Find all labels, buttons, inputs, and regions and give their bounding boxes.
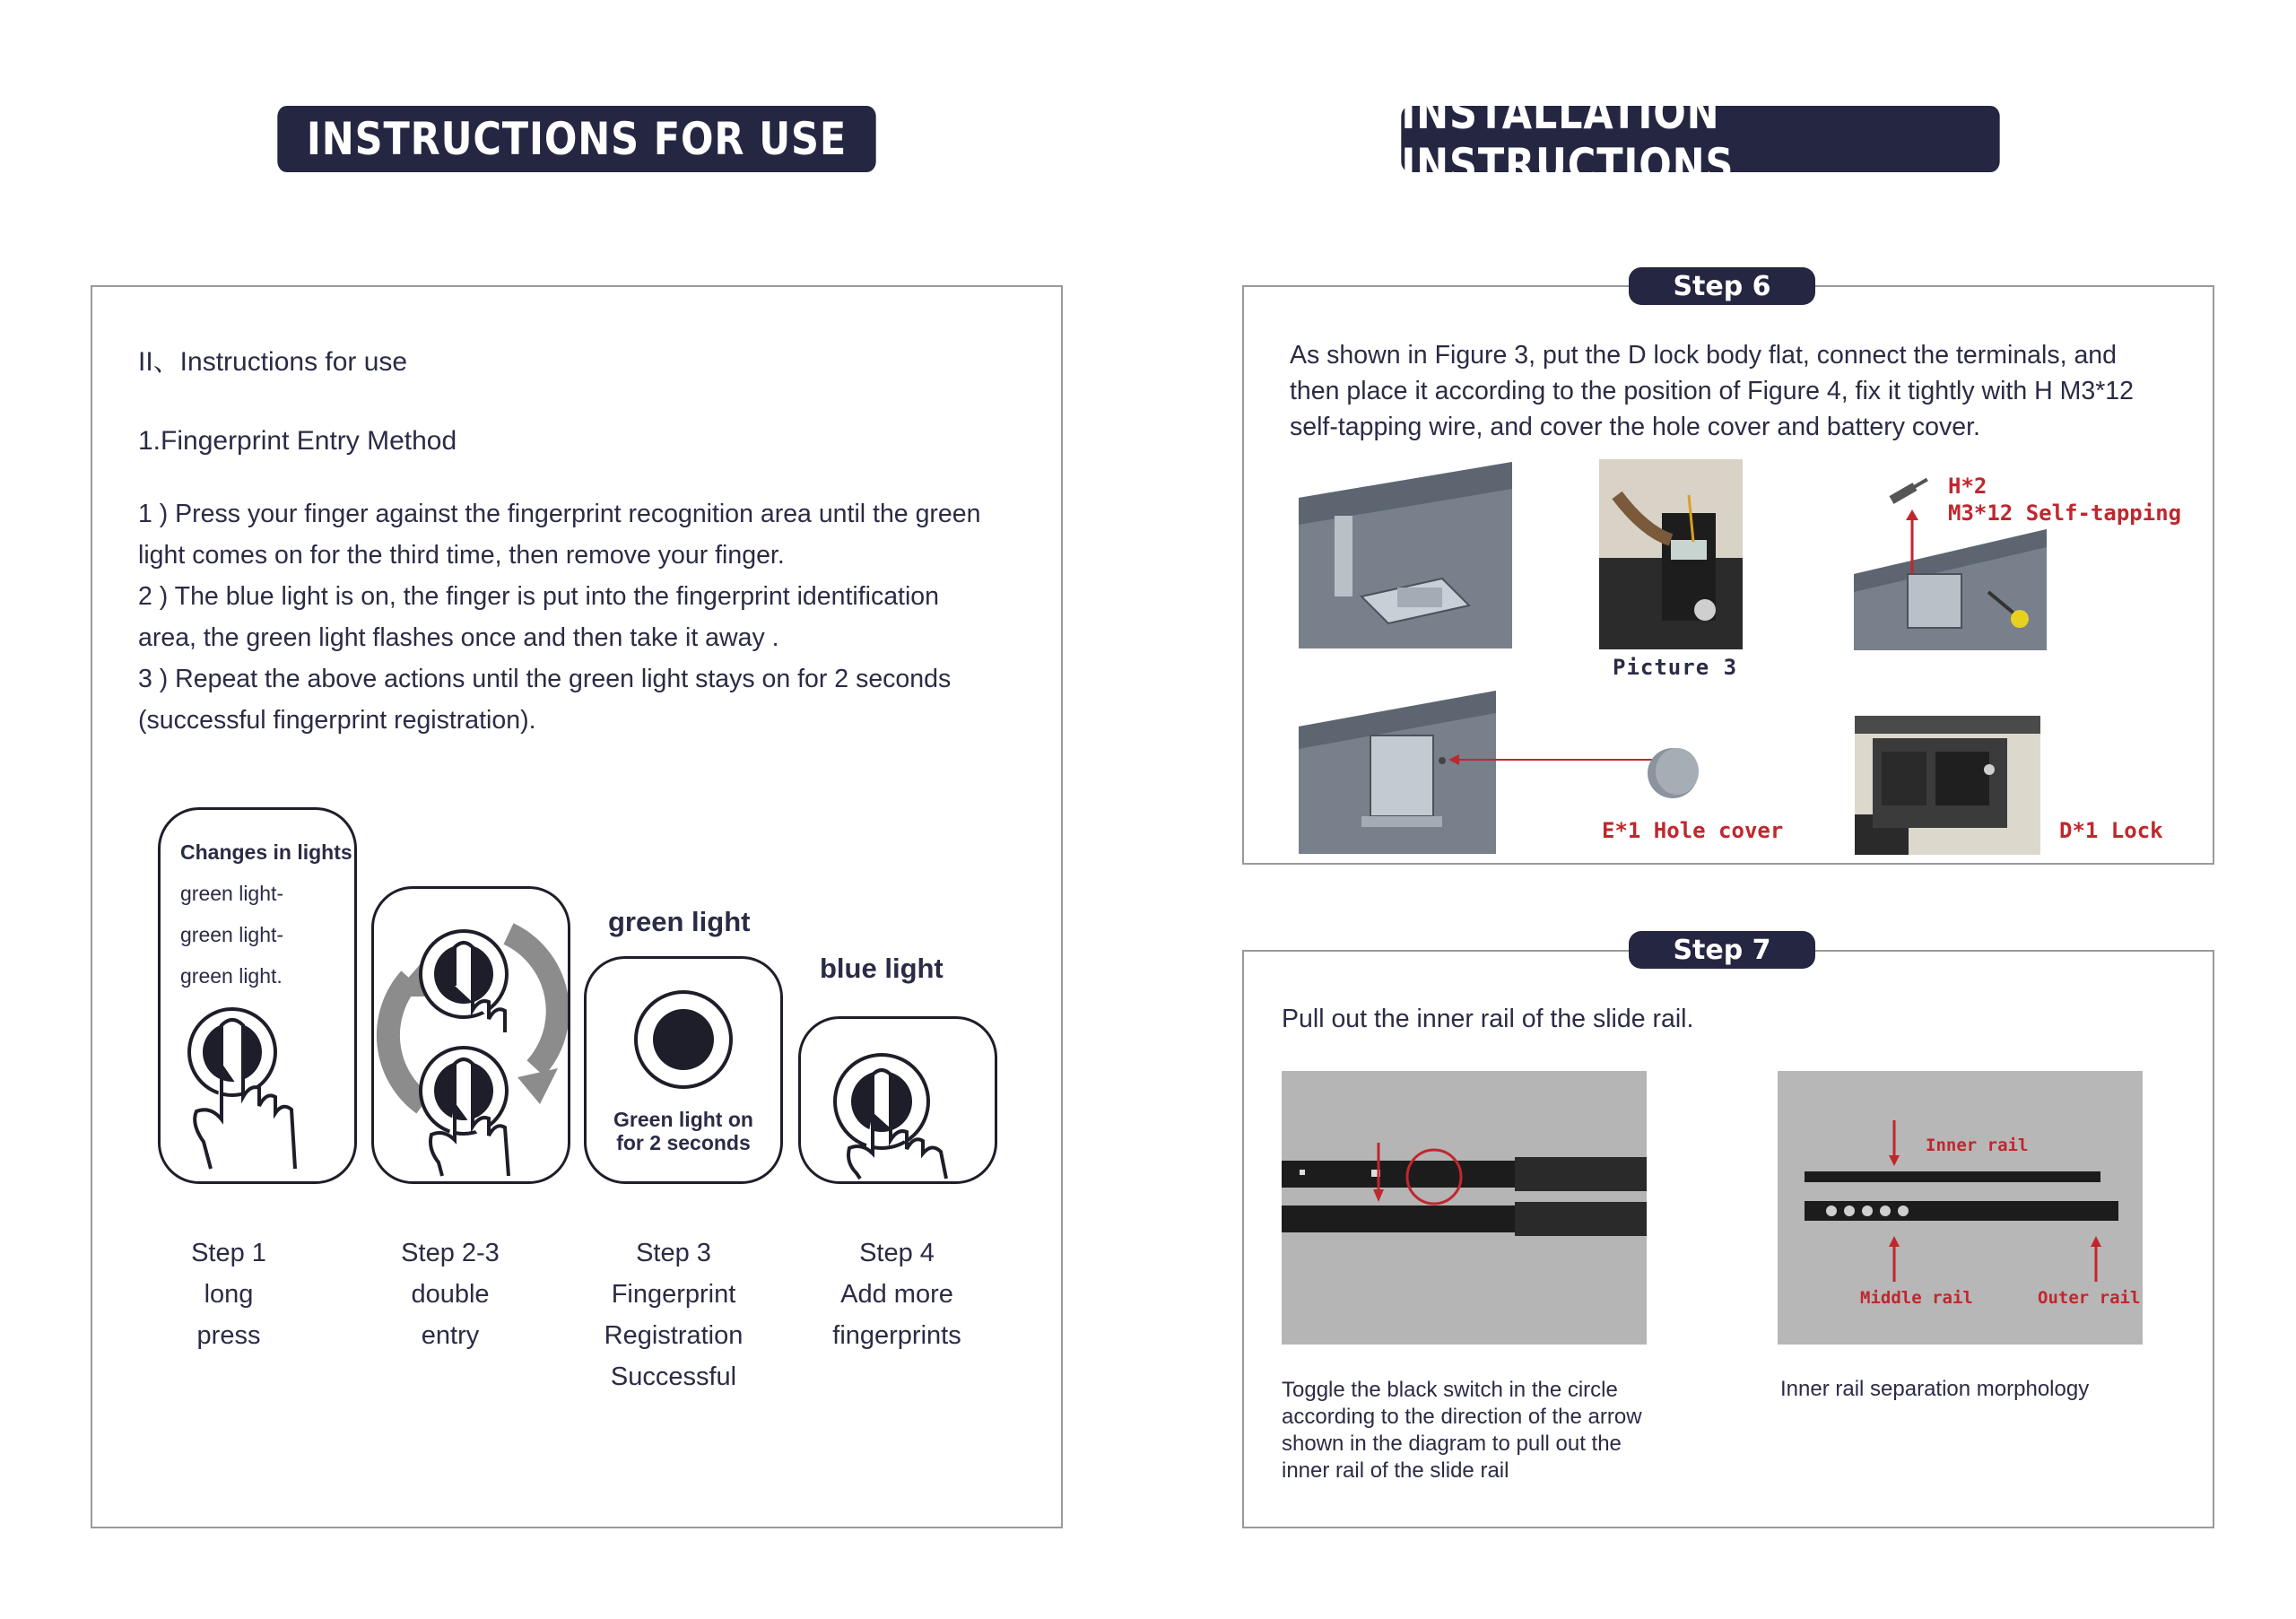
- finger-press-icon: [161, 998, 354, 1178]
- caption-line: inner rail of the slide rail: [1282, 1458, 1509, 1483]
- step-line: long: [204, 1280, 254, 1309]
- lock-closeup-illustration: [1855, 716, 2040, 855]
- screw-label-h2: H*2: [1948, 474, 1987, 499]
- subsection-title: 1.Fingerprint Entry Method: [138, 426, 457, 456]
- step-line: fingerprints: [832, 1321, 961, 1350]
- instructions-paragraphs: [138, 493, 980, 741]
- para-line: light comes on for the third time, then remove your finger.: [138, 541, 785, 570]
- outer-rail-label: Outer rail: [2038, 1288, 2141, 1308]
- hole-cover-part-icon: [1641, 741, 1704, 804]
- card-long-press: [158, 807, 357, 1184]
- instructions-banner: INSTRUCTIONS FOR USE: [277, 106, 875, 172]
- finger-double-tap-icon: [374, 889, 568, 1181]
- step-line: Step 2-3: [401, 1239, 500, 1267]
- caption-right: Inner rail separation morphology: [1780, 1377, 2090, 1401]
- lock-photo-picture-3: [1599, 459, 1743, 649]
- step-line: Registration: [604, 1321, 744, 1350]
- slide-rail-illustration-1: [1282, 1071, 1647, 1345]
- hole-cover-label: E*1 Hole cover: [1602, 818, 1784, 843]
- step-label-4: [807, 1232, 987, 1356]
- step6-text: [1290, 337, 2134, 445]
- step7-pill: Step 7: [1629, 931, 1815, 969]
- section-title: II、Instructions for use: [138, 347, 408, 377]
- step-label-2: [361, 1232, 540, 1356]
- inner-rail-label: Inner rail: [1926, 1136, 2029, 1155]
- card3-line: Green light on: [613, 1108, 753, 1131]
- lock-body-render-1: [1299, 462, 1512, 648]
- card-registration-success: [584, 956, 783, 1184]
- middle-rail-label: Middle rail: [1860, 1288, 1973, 1308]
- card1-title: Changes in lights: [180, 840, 352, 864]
- lock-closeup-photo: [1855, 716, 2040, 855]
- hole-cover-illustration: [1299, 691, 1496, 854]
- step6-line: self-tapping wire, and cover the hole cover and battery cover.: [1290, 413, 1980, 441]
- card3-line: for 2 seconds: [616, 1131, 751, 1154]
- step6-pill: Step 6: [1629, 267, 1815, 305]
- step7-text: Pull out the inner rail of the slide rail.: [1282, 1005, 1694, 1033]
- para-line: 3 ) Repeat the above actions until the green light stays on for 2 seconds: [138, 665, 952, 693]
- card-add-more: [798, 1016, 997, 1184]
- step6-line: then place it according to the position of Figure 4, fix it tightly with H M3*12: [1290, 377, 2134, 405]
- slide-rail-photo-1: [1282, 1071, 1647, 1345]
- rail-lock-illustration: [1299, 462, 1512, 648]
- card1-line: green light-: [180, 923, 284, 946]
- screw-label-m3: M3*12 Self-tapping: [1948, 500, 2182, 526]
- step-label-3: [584, 1232, 763, 1397]
- caption-line: shown in the diagram to pull out the: [1282, 1432, 1622, 1456]
- para-line: (successful fingerprint registration).: [138, 706, 536, 735]
- picture-3-label: Picture 3: [1613, 655, 1738, 680]
- lock-label: D*1 Lock: [2059, 818, 2163, 843]
- step-line: Step 3: [636, 1239, 711, 1267]
- card3-text: [587, 1108, 780, 1154]
- caption-line: according to the direction of the arrow: [1282, 1405, 1642, 1429]
- step-line: double: [411, 1280, 490, 1309]
- para-line: area, the green light flashes once and then take it away .: [138, 623, 779, 652]
- card1-line: green light.: [180, 964, 283, 988]
- installation-banner: INSTALLATION INSTRUCTIONS: [1401, 106, 1999, 172]
- finger-press-icon: [801, 1019, 995, 1181]
- caption-left: [1282, 1377, 1642, 1484]
- slide-rail-photo-2: [1778, 1071, 2143, 1345]
- step6-line: As shown in Figure 3, put the D lock body flat, connect the terminals, and: [1290, 341, 2117, 370]
- step-line: Step 1: [191, 1239, 266, 1267]
- hole-cover-arrow: [1448, 751, 1655, 769]
- lock-photo-illustration: [1599, 459, 1743, 649]
- blue-light-label: blue light: [820, 953, 944, 984]
- step-label-1: [139, 1232, 318, 1356]
- step-line: Successful: [610, 1362, 737, 1391]
- caption-line: Toggle the black switch in the circle: [1282, 1378, 1618, 1402]
- fingerprint-sensor-icon: [587, 977, 780, 1102]
- step-line: Step 4: [859, 1239, 935, 1267]
- card-double-entry: [371, 886, 570, 1184]
- step-line: press: [196, 1321, 261, 1350]
- para-line: 1 ) Press your finger against the fingerprint recognition area until the green: [138, 500, 981, 528]
- hole-cover-render: [1299, 691, 1496, 854]
- para-line: 2 ) The blue light is on, the finger is put into the fingerprint identification: [138, 582, 940, 611]
- step-line: entry: [421, 1321, 480, 1350]
- step-line: Add more: [840, 1280, 953, 1309]
- green-light-label: green light: [608, 906, 751, 937]
- card1-line: green light-: [180, 882, 284, 905]
- step-line: Fingerprint: [611, 1280, 736, 1309]
